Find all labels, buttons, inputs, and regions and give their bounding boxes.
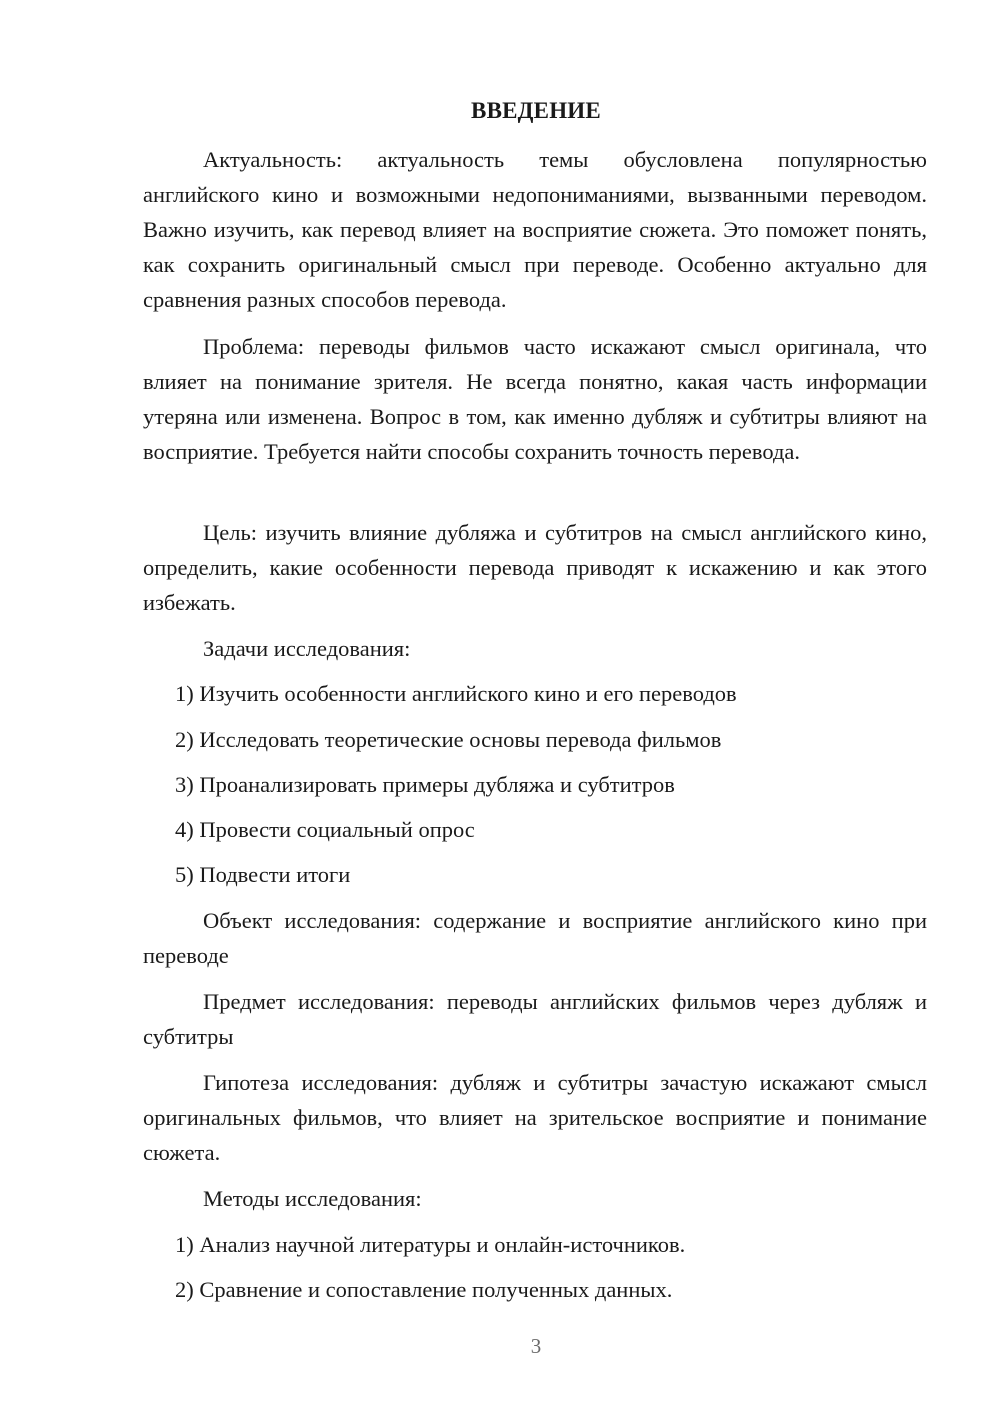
hypothesis-paragraph: Гипотеза исследования: дубляж и субтитры зачастую искажают смысл оригинальных фильмов, что влияет на зрительское восприятие и понимание сюжета. xyxy=(143,1070,927,1165)
subject-paragraph: Предмет исследования: переводы английских фильмов через дубляж и субтитры xyxy=(143,989,927,1049)
problem-paragraph: Проблема: переводы фильмов часто искажают смысл оригинала, что влияет на понимание зрителя. Не всегда понятно, какая часть информации утеряна или изменена. Вопрос в том, как именно дубляж и субтитры влияют на восприятие. Требуется найти способы сохранить точность перевода. xyxy=(143,334,927,464)
methods-intro: Методы исследования: xyxy=(203,1186,422,1211)
goal-paragraph: Цель: изучить влияние дубляжа и субтитров на смысл английского кино, определить, какие особенности перевода приводят к искажению и как этого избежать. xyxy=(143,520,927,615)
relevance-paragraph: Актуальность: актуальность темы обусловлена популярностью английского кино и возможными недопониманиями, вызванными переводом. Важно изучить, как перевод влияет на восприятие сюжета. Это поможет понять, как сохранить оригинальный смысл при переводе. Особенно актуально для сравнения разных способов перевода. xyxy=(143,147,927,312)
tasks-intro: Задачи исследования: xyxy=(203,636,411,661)
task-item-2: 2) Исследовать теоретические основы перевода фильмов xyxy=(175,727,722,752)
page-number: 3 xyxy=(530,1334,542,1358)
task-item-5: 5) Подвести итоги xyxy=(175,862,351,887)
method-item-2: 2) Сравнение и сопоставление полученных данных. xyxy=(175,1277,673,1302)
method-item-1: 1) Анализ научной литературы и онлайн-источников. xyxy=(175,1232,686,1257)
object-paragraph: Объект исследования: содержание и восприятие английского кино при переводе xyxy=(143,908,927,968)
task-item-4: 4) Провести социальный опрос xyxy=(175,817,475,842)
page-title: ВВЕДЕНИЕ xyxy=(471,98,601,123)
task-item-3: 3) Проанализировать примеры дубляжа и субтитров xyxy=(175,772,675,797)
task-item-1: 1) Изучить особенности английского кино и его переводов xyxy=(175,681,737,706)
